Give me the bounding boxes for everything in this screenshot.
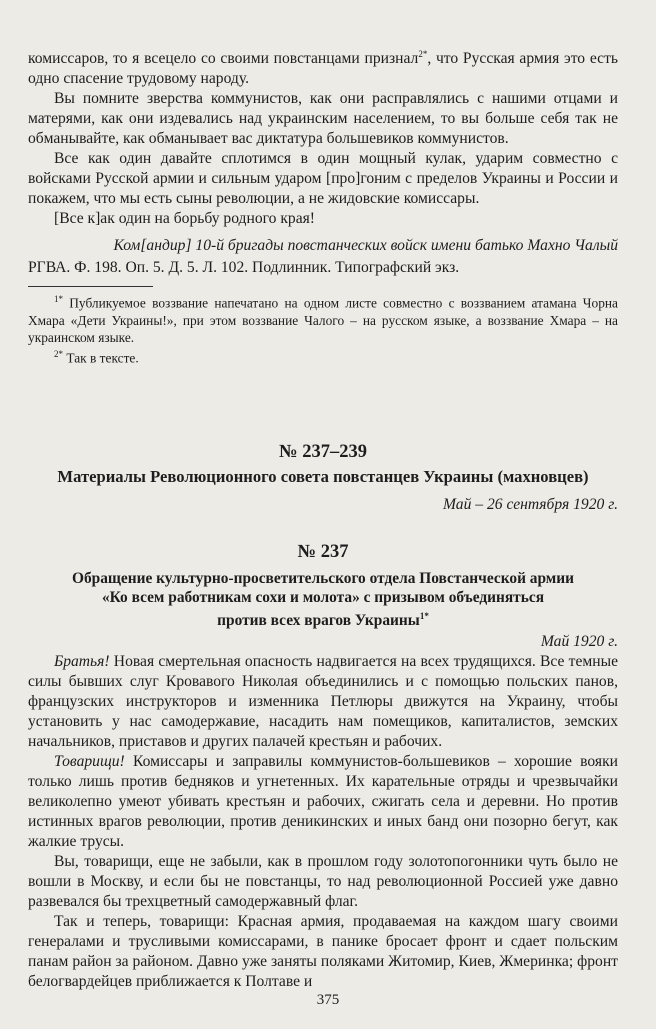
footnote-2 [28, 346, 618, 366]
document-title [28, 569, 618, 630]
document-title-line-2: «Ко всем работникам сохи и молота» с призывом объединяться [101, 589, 545, 607]
body-paragraph-3: Вы, товарищи, еще не забыли, как в прошлом году золотопогонники чуть было не вошли в Москву, и если бы не повстанцы, то над революционной Россией уже давно развевался бы трехцветный самодержавный флаг. [28, 853, 618, 911]
paragraph-1-text-b: , что Русская армия это есть одно спасение трудовому народу. [28, 50, 618, 88]
body-paragraph-1-lead: Братья! [54, 653, 110, 671]
document-number: № 237 [297, 542, 349, 563]
footnote-ref-1: 1* [419, 611, 429, 622]
paragraph-1 [28, 44, 618, 89]
body-paragraph-2-lead: Товарищи! [54, 753, 125, 771]
footnote-1 [28, 291, 618, 345]
footnote-1-mark: 1* [54, 294, 63, 305]
body-paragraph-1-text: Новая смертельная опасность надвигается на всех трудящихся. Все темные силы бывших слуг Кровавого Николая объединились и с помощью польских панов, французских инструкторов и изменника Петлюры движутся на Украину, чтобы установить у нас самодержавие, насадить нам помещиков, капиталистов, земских начальников, приставов и других палачей крестьян и рабочих. [28, 653, 618, 751]
footnote-2-text: Так в тексте. [66, 350, 139, 366]
paragraph-3: Все как один давайте сплотимся в один мощный кулак, ударим совместно с войсками Русской армии и сильным ударом [про]гоним с пределов Украины и России и покажем, что мы есть сыны революции, а не жидовские комиссары. [28, 150, 618, 208]
section-title: Материалы Революционного совета повстанцев Украины (махновцев) [57, 467, 589, 487]
paragraph-2: Вы помните зверства коммунистов, как они расправлялись с нашими отцами и матерями, как они издевались над украинским населением, то вы больше себя так не обманывайте, как обманывает вас диктатура большевиков коммунистов. [28, 90, 618, 148]
document-title-line-3 [28, 607, 618, 630]
footnote-2-mark: 2* [54, 348, 63, 359]
document-body [28, 652, 618, 992]
page-number: 375 [316, 992, 340, 1008]
footnote-1-text: Публикуемое воззвание напечатано на одном листе совместно с воззванием атамана Чорна Хмара «Дети Украины!», при этом воззвание Чалого – на русском языке, а воззвание Хмара – на украинском языке. [28, 295, 618, 345]
paragraph-4: [Все к]ак один на борьбу родного края! [54, 210, 315, 228]
signature: Ком[андир] 10-й бригады повстанческих войск имени батько Махно Чалый [113, 237, 618, 255]
footnote-divider [28, 286, 153, 287]
footnote-ref-2: 2* [418, 49, 428, 59]
paragraph-1-text-a: комиссаров, то я всецело со своими повстанцами признал [28, 50, 419, 68]
body-paragraph-4: Так и теперь, товарищи: Красная армия, продаваемая на каждом шагу своими генералами и трусливыми комиссарами, в панике бросает фронт и сдает польским панам район за районом. Давно уже заняты поляками Житомир, Киев, Жмеринка; фронт белогвардейцев приближается к Полтаве и [28, 913, 618, 991]
body-paragraph-1 [28, 652, 618, 752]
archive-source: РГВА. Ф. 198. Оп. 5. Д. 5. Л. 102. Подлинник. Типографский экз. [28, 259, 460, 277]
document-title-line-1: Обращение культурно-просветительского отдела Повстанческой армии [71, 570, 575, 588]
document-title-line-3-text: против всех врагов Украины [217, 612, 420, 630]
section-number: № 237–239 [279, 442, 367, 463]
body-paragraph-2 [28, 752, 618, 852]
section-date: Май – 26 сентября 1920 г. [443, 496, 618, 514]
page-content [28, 44, 618, 992]
document-date: Май 1920 г. [540, 633, 618, 651]
body-paragraph-2-text: Комиссары и заправилы коммунистов-большевиков – хорошие вояки только лишь против бедняков и угнетенных. Их карательные отряды и чрезвычайки великолепно умеют убивать крестьян и рабочих, сжигать села и деревни. Но против истинных врагов революции, против деникинских и иных банд они позорно бегут, как жалкие трусы. [28, 753, 618, 851]
